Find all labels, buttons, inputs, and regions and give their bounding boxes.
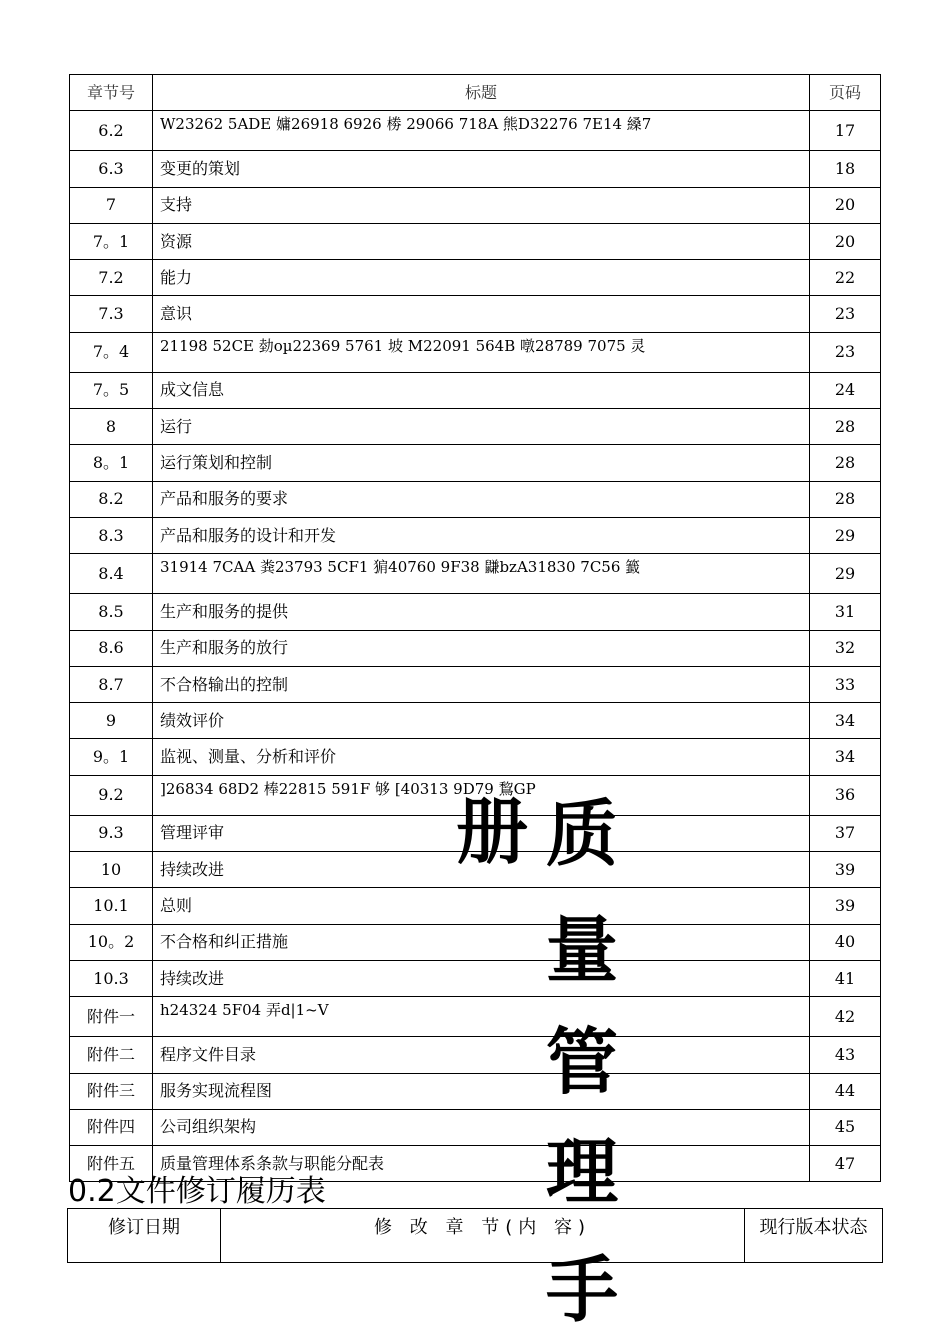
toc-section-number: 10 <box>70 852 153 888</box>
revision-header-date: 修订日期 <box>68 1209 221 1263</box>
toc-section-number: 6.3 <box>70 151 153 187</box>
toc-row <box>70 151 881 187</box>
toc-row <box>70 594 881 630</box>
toc-row <box>70 960 881 996</box>
toc-page-number: 23 <box>810 296 881 332</box>
toc-section-title: 21198 52CE 勎oµ22369 5761 坡 M22091 564B 噋28789 7075 灵 <box>153 332 810 372</box>
toc-page-number: 42 <box>810 997 881 1037</box>
revision-table <box>67 1208 883 1263</box>
toc-page-number: 44 <box>810 1073 881 1109</box>
toc-section-title: 公司组织架构 <box>153 1109 810 1145</box>
toc-section-title: 支持 <box>153 187 810 223</box>
toc-page-number: 29 <box>810 517 881 553</box>
toc-section-title: 变更的策划 <box>153 151 810 187</box>
toc-section-number: 8.6 <box>70 630 153 666</box>
toc-section-number: 6.2 <box>70 111 153 151</box>
toc-row <box>70 260 881 296</box>
toc-page-number: 39 <box>810 888 881 924</box>
toc-section-title: 持续改进 <box>153 960 810 996</box>
toc-section-title: 不合格输出的控制 <box>153 666 810 702</box>
toc-page-number: 33 <box>810 666 881 702</box>
toc-section-number: 10。2 <box>70 924 153 960</box>
watermark-char-li: 理 <box>546 1129 619 1214</box>
revision-header-content: 修 改 章 节(内 容) <box>221 1209 745 1263</box>
toc-header-section: 章节号 <box>70 75 153 111</box>
toc-page-number: 40 <box>810 924 881 960</box>
toc-page-number: 45 <box>810 1109 881 1145</box>
toc-page-number: 22 <box>810 260 881 296</box>
toc-section-title: ]26834 68D2 棒22815 591F 够 [40313 9D79 鵹GP <box>153 775 810 815</box>
toc-header-title: 标题 <box>153 75 810 111</box>
toc-section-number: 7.2 <box>70 260 153 296</box>
toc-row <box>70 630 881 666</box>
toc-section-number: 附件五 <box>70 1146 153 1182</box>
toc-section-title: 能力 <box>153 260 810 296</box>
toc-section-number: 8.2 <box>70 481 153 517</box>
toc-row <box>70 997 881 1037</box>
toc-section-title: 不合格和纠正措施 <box>153 924 810 960</box>
toc-row <box>70 111 881 151</box>
toc-row <box>70 223 881 259</box>
watermark-char-liang: 量 <box>546 907 619 992</box>
toc-section-title: 服务实现流程图 <box>153 1073 810 1109</box>
toc-page-number: 47 <box>810 1146 881 1182</box>
toc-page-number: 32 <box>810 630 881 666</box>
toc-row <box>70 1109 881 1145</box>
toc-row <box>70 445 881 481</box>
toc-page-number: 41 <box>810 960 881 996</box>
toc-row <box>70 332 881 372</box>
toc-page-number: 18 <box>810 151 881 187</box>
toc-section-title: W23262 5ADE 嫞26918 6926 椦 29066 718A 熊D32276 7E14 縔7 <box>153 111 810 151</box>
toc-section-number: 7。4 <box>70 332 153 372</box>
toc-row <box>70 739 881 775</box>
toc-section-title: 产品和服务的要求 <box>153 481 810 517</box>
toc-section-number: 7。5 <box>70 372 153 408</box>
watermark-char-ce: 册 <box>456 789 529 874</box>
toc-header-row <box>70 75 881 111</box>
toc-page-number: 31 <box>810 594 881 630</box>
revision-heading: 0.2文件修订履历表 <box>68 1174 326 1209</box>
toc-section-number: 8.4 <box>70 554 153 594</box>
toc-section-title: 成文信息 <box>153 372 810 408</box>
toc-section-number: 8.7 <box>70 666 153 702</box>
toc-header-page: 页码 <box>810 75 881 111</box>
toc-section-number: 8 <box>70 409 153 445</box>
toc-section-title: 持续改进 <box>153 852 810 888</box>
toc-row <box>70 1037 881 1073</box>
toc-page-number: 37 <box>810 815 881 851</box>
toc-page-number: 23 <box>810 332 881 372</box>
toc-page-number: 29 <box>810 554 881 594</box>
toc-page-number: 43 <box>810 1037 881 1073</box>
toc-row <box>70 924 881 960</box>
toc-section-number: 8。1 <box>70 445 153 481</box>
revision-header-status: 现行版本状态 <box>745 1209 883 1263</box>
watermark-char-shou: 手 <box>546 1247 619 1332</box>
toc-section-title: 运行 <box>153 409 810 445</box>
toc-section-number: 9.2 <box>70 775 153 815</box>
toc-table <box>69 74 881 1182</box>
toc-section-title: 管理评审 <box>153 815 810 851</box>
toc-page-number: 24 <box>810 372 881 408</box>
toc-section-title: 生产和服务的放行 <box>153 630 810 666</box>
watermark-char-zhi: 质 <box>546 791 619 876</box>
toc-section-number: 附件三 <box>70 1073 153 1109</box>
toc-section-title: 质量管理体系条款与职能分配表 <box>153 1146 810 1182</box>
toc-row <box>70 888 881 924</box>
toc-section-title: 程序文件目录 <box>153 1037 810 1073</box>
toc-section-number: 附件二 <box>70 1037 153 1073</box>
toc-page-number: 28 <box>810 409 881 445</box>
toc-section-number: 9。1 <box>70 739 153 775</box>
toc-section-title: 资源 <box>153 223 810 259</box>
toc-section-title: 绩效评价 <box>153 703 810 739</box>
toc-section-number: 10.1 <box>70 888 153 924</box>
toc-row <box>70 296 881 332</box>
toc-row <box>70 409 881 445</box>
toc-page-number: 36 <box>810 775 881 815</box>
toc-page-number: 34 <box>810 739 881 775</box>
toc-page-number: 28 <box>810 445 881 481</box>
toc-row <box>70 666 881 702</box>
toc-row <box>70 187 881 223</box>
toc-page-number: 20 <box>810 223 881 259</box>
toc-section-number: 9 <box>70 703 153 739</box>
toc-section-number: 附件四 <box>70 1109 153 1145</box>
toc-page-number: 17 <box>810 111 881 151</box>
toc-section-number: 8.3 <box>70 517 153 553</box>
toc-section-number: 附件一 <box>70 997 153 1037</box>
toc-section-number: 10.3 <box>70 960 153 996</box>
toc-row <box>70 703 881 739</box>
toc-page-number: 28 <box>810 481 881 517</box>
toc-section-title: 监视、测量、分析和评价 <box>153 739 810 775</box>
toc-section-number: 7。1 <box>70 223 153 259</box>
toc-section-number: 8.5 <box>70 594 153 630</box>
toc-row <box>70 481 881 517</box>
toc-page-number: 39 <box>810 852 881 888</box>
toc-section-title: 意识 <box>153 296 810 332</box>
watermark-char-guan: 管 <box>546 1019 619 1104</box>
toc-section-title: 运行策划和控制 <box>153 445 810 481</box>
toc-section-number: 7 <box>70 187 153 223</box>
revision-header-row <box>68 1209 883 1263</box>
toc-section-title: 产品和服务的设计和开发 <box>153 517 810 553</box>
toc-row <box>70 517 881 553</box>
toc-page-number: 34 <box>810 703 881 739</box>
toc-section-title: 生产和服务的提供 <box>153 594 810 630</box>
toc-row <box>70 1073 881 1109</box>
toc-section-title: 总则 <box>153 888 810 924</box>
toc-section-title: h24324 5F04 弄d|1~V <box>153 997 810 1037</box>
toc-section-title: 31914 7CAA 粪23793 5CF1 猏40760 9F38 鼸bzA31830 7C56 籖 <box>153 554 810 594</box>
toc-section-number: 9.3 <box>70 815 153 851</box>
toc-row <box>70 554 881 594</box>
toc-body <box>70 75 881 1182</box>
toc-section-number: 7.3 <box>70 296 153 332</box>
toc-row <box>70 372 881 408</box>
toc-page-number: 20 <box>810 187 881 223</box>
